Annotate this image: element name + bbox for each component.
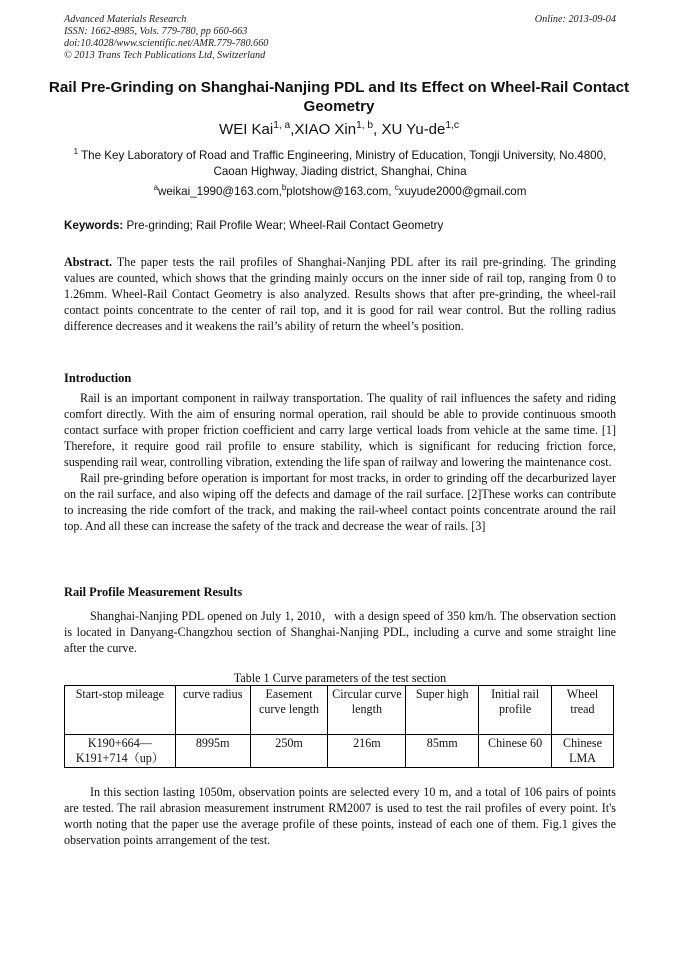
keywords-text: Pre-grinding; Rail Profile Wear; Wheel-Rail Contact Geometry bbox=[123, 219, 444, 232]
abstract-label: Abstract. bbox=[64, 255, 113, 269]
table-row bbox=[65, 735, 614, 768]
author-list: WEI Kai$^{1, a}$,XIAO Xin$^{1, b}$, XU Yu-de$^{1,c}$ bbox=[219, 120, 459, 138]
table-header-cell: Circular curve length bbox=[328, 686, 406, 735]
table-header-cell: curve radius bbox=[175, 686, 250, 735]
affiliation-sup: 1 bbox=[73, 147, 79, 157]
section-heading-rail-profile: Rail Profile Measurement Results bbox=[64, 585, 243, 599]
curve-parameters-table bbox=[64, 685, 614, 768]
email-address[interactable]: xuyude2000@gmail.com bbox=[398, 185, 527, 198]
author-affil-sup: 1,c bbox=[445, 120, 459, 131]
keywords-label: Keywords: bbox=[64, 219, 124, 232]
email-address[interactable]: plotshow@163.com, bbox=[286, 185, 395, 198]
author-affil-sup: 1, b bbox=[356, 120, 374, 131]
paragraph: Rail is an important component in railway transportation. The quality of rail influences the safety and riding comfort directly. With the aim of ensuring normal operation, rail should be able to provide continuous smooth contact surface with proper friction coefficient and carry large vertical loads from vehicle at the same time. [1] Therefore, it require good rail profile to ensure stability, which is significant for reducing friction force, suspending rail wear, controlling vibration, extending the life span of railway and lowering the maintenance cost. bbox=[64, 391, 616, 469]
email-address[interactable]: weikai_1990@163.com, bbox=[157, 185, 282, 198]
table-header-cell: Easement curve length bbox=[250, 686, 328, 735]
email-sup: a bbox=[153, 183, 158, 193]
abstract bbox=[64, 254, 616, 334]
table-cell: Chinese LMA bbox=[552, 735, 614, 768]
journal-name: Advanced Materials Research bbox=[64, 14, 187, 25]
table-header-row bbox=[65, 686, 614, 735]
author-affil-sup: 1, a bbox=[273, 120, 291, 131]
paragraph: Rail pre-grinding before operation is important for most tracks, in order to grinding off the decarburized layer on the rail surface, and also wiping off the defects and damage of the rail surface. [2]These works can contribute to increasing the ride comfort of the track, and making the rail-wheel contact points concentrate around the rail top. And all these can increase the safety of the track and decrease the wear of rails. [3] bbox=[64, 471, 616, 533]
observation-body bbox=[64, 784, 616, 848]
author-name: XU Yu-de bbox=[381, 121, 446, 138]
paragraph: Shanghai-Nanjing PDL opened on July 1, 2010，with a design speed of 350 km/h. The observation section is located in Danyang-Changzhou section of Shanghai-Nanjing PDL, including a curve and some straight line after the curve. bbox=[64, 609, 616, 655]
table-header-cell: Super high bbox=[406, 686, 479, 735]
author-name: WEI Kai bbox=[219, 121, 274, 138]
email-sup: b bbox=[281, 183, 287, 193]
table-cell: 8995m bbox=[175, 735, 250, 768]
table-caption: Table 1 Curve parameters of the test section bbox=[233, 671, 447, 685]
table-cell: 250m bbox=[250, 735, 328, 768]
affiliation-text: The Key Laboratory of Road and Traffic Engineering, Ministry of Education, Tongji University, No.4800, Caoan Highway, Jiading district, Shanghai, China bbox=[81, 149, 607, 178]
section-heading-introduction: Introduction bbox=[64, 371, 132, 385]
table-cell: Chinese 60 bbox=[479, 735, 552, 768]
online-date: Online: 2013-09-04 bbox=[534, 14, 616, 25]
table-cell: 216m bbox=[328, 735, 406, 768]
paragraph: In this section lasting 1050m, observation points are selected every 10 m, and a total of 106 pairs of points are tested. The rail abrasion measurement instrument RM2007 is used to test the rail profiles of every point. It's worth noting that the paper use the average profile of these points, instead of each one of them. Fig.1 gives the observation points arrangement of the test. bbox=[64, 785, 616, 847]
table-header-cell: Wheel tread bbox=[552, 686, 614, 735]
table-cell: 85mm bbox=[406, 735, 479, 768]
paper-title: Rail Pre-Grinding on Shanghai-Nanjing PDL and Its Effect on Wheel-Rail Contact Geometry bbox=[48, 79, 630, 115]
author-name: XIAO Xin bbox=[294, 121, 357, 138]
introduction-body bbox=[64, 390, 616, 534]
affiliation bbox=[64, 148, 616, 180]
journal-copyright: © 2013 Trans Tech Publications Ltd, Switzerland bbox=[64, 50, 266, 61]
journal-header bbox=[64, 14, 616, 62]
table-header-cell: Start-stop mileage bbox=[65, 686, 176, 735]
email-sup: c bbox=[394, 183, 399, 193]
rail-profile-body bbox=[64, 608, 616, 656]
keywords bbox=[64, 218, 616, 234]
table-cell: K190+664— K191+714（up） bbox=[65, 735, 176, 768]
author-emails bbox=[64, 184, 616, 200]
journal-issn: ISSN: 1662-8985, Vols. 779-780, pp 660-663 bbox=[64, 26, 248, 37]
abstract-text: The paper tests the rail profiles of Shanghai-Nanjing PDL after its rail pre-grinding. The grinding values are counted, which shows that the grinding mainly occurs on the inner side of rail top, ranging from 0 to 1.26mm. Wheel-Rail Contact Geometry is also analyzed. Results shows that after pre-grinding, the wheel-rail contact points concentrate to the center of rail top, and it is good for rail wear control. But the rolling radius difference decreases and it weakens the rail’s ability of return the wheel’s position. bbox=[64, 255, 616, 333]
journal-doi: doi:10.4028/www.scientific.net/AMR.779-780.660 bbox=[64, 38, 269, 49]
table-header-cell: Initial rail profile bbox=[479, 686, 552, 735]
